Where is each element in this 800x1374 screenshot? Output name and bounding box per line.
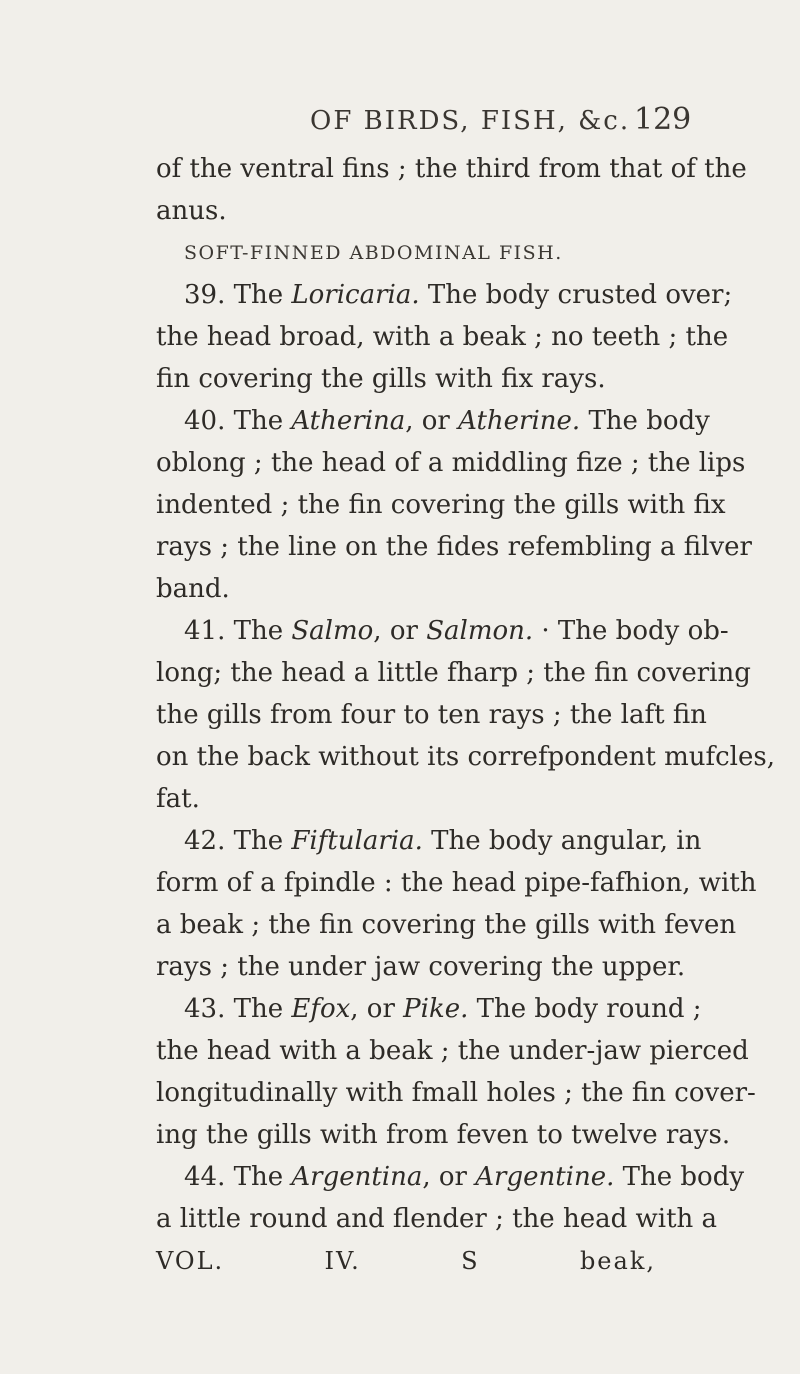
text-run: a beak ; the fin covering the gills with feven (156, 910, 737, 940)
text-line (156, 400, 710, 442)
text-line (156, 1114, 731, 1156)
text-run: 41. The (184, 616, 292, 646)
text-run: The body (580, 406, 710, 436)
text-run: oblong ; the head of a middling fize ; the lips (156, 448, 746, 478)
text-run: 43. The (184, 994, 292, 1024)
text-run: indented ; the fin covering the gills with fix (156, 490, 726, 520)
text-line (156, 610, 729, 652)
italic-term: Salmo (291, 616, 374, 646)
text-run: the head broad, with a beak ; no teeth ; the (156, 322, 729, 352)
text-line (156, 358, 656, 400)
text-run: , or (350, 994, 404, 1024)
text-run: ing the gills with from feven to twelve rays. (156, 1120, 731, 1150)
text-run: , or (373, 616, 427, 646)
text-line (156, 484, 726, 526)
text-line (156, 904, 737, 946)
italic-term: Loricaria. (291, 280, 420, 310)
text-run: rays ; the line on the fides refembling a filver (156, 532, 752, 562)
text-run: , or (405, 406, 459, 436)
text-line (156, 988, 702, 1030)
text-run: , or (422, 1162, 476, 1192)
italic-term: Atherina (291, 406, 406, 436)
text-run: · The body ob- (533, 616, 729, 646)
text-run: The body round ; (468, 994, 702, 1024)
text-run: anus. (156, 196, 227, 226)
text-run: long; the head a little fharp ; the fin covering (156, 658, 751, 688)
text-run: SOFT-FINNED ABDOMINAL FISH. (184, 242, 563, 264)
text-line (156, 526, 752, 568)
text-run: band. (156, 574, 230, 604)
text-run: on the back without its correfpondent mufcles, (156, 742, 775, 772)
text-run: longitudinally with fmall holes ; the fin cover- (156, 1078, 756, 1108)
text-line (156, 1156, 745, 1198)
text-run: The body angular, in (422, 826, 702, 856)
text-run: beak, (579, 1247, 656, 1275)
text-line (156, 1072, 756, 1114)
italic-term: Atherine. (458, 406, 581, 436)
text-run: S (461, 1247, 480, 1275)
text-run: fin covering the gills with fix rays. (156, 364, 606, 394)
text-line (156, 274, 733, 316)
text-run: 40. The (184, 406, 292, 436)
signature-line (156, 1240, 656, 1282)
section-heading (156, 232, 656, 274)
text-line (156, 820, 702, 862)
text-line (156, 442, 746, 484)
italic-term: Argentine. (475, 1162, 615, 1192)
running-head: OF BIRDS, FISH, &c. (310, 106, 631, 136)
italic-term: Salmon. (426, 616, 534, 646)
text-run: form of a fpindle : the head pipe-fafhion, with (156, 868, 757, 898)
text-line (156, 778, 656, 820)
text-run: 42. The (184, 826, 292, 856)
text-run: 39. The (184, 280, 292, 310)
text-run: the head with a beak ; the under-jaw pierced (156, 1036, 749, 1066)
body-text (156, 148, 775, 1282)
text-line (156, 862, 757, 904)
italic-term: Argentina (291, 1162, 423, 1192)
text-run: a little round and flender ; the head with a (156, 1204, 718, 1234)
italic-term: Efox (291, 994, 351, 1024)
text-line (156, 736, 775, 778)
text-run: rays ; the under jaw covering the upper. (156, 952, 686, 982)
text-run: The body crusted over; (419, 280, 733, 310)
text-line (156, 1030, 749, 1072)
italic-term: Pike. (403, 994, 469, 1024)
text-line (156, 1198, 718, 1240)
text-line (156, 694, 707, 736)
text-line (156, 652, 751, 694)
italic-term: Fiftularia. (291, 826, 423, 856)
text-line (156, 316, 729, 358)
text-run: The body (614, 1162, 745, 1192)
text-line (156, 946, 686, 988)
text-run: 44. The (184, 1162, 292, 1192)
text-line (156, 190, 656, 232)
text-run: VOL. IV. (156, 1247, 361, 1275)
text-line (156, 568, 656, 610)
text-run: the gills from four to ten rays ; the laft fin (156, 700, 707, 730)
text-run: of the ventral fins ; the third from that of the (156, 154, 747, 184)
text-line (156, 148, 747, 190)
text-run: fat. (156, 784, 200, 814)
page-number: 129 (634, 102, 692, 137)
